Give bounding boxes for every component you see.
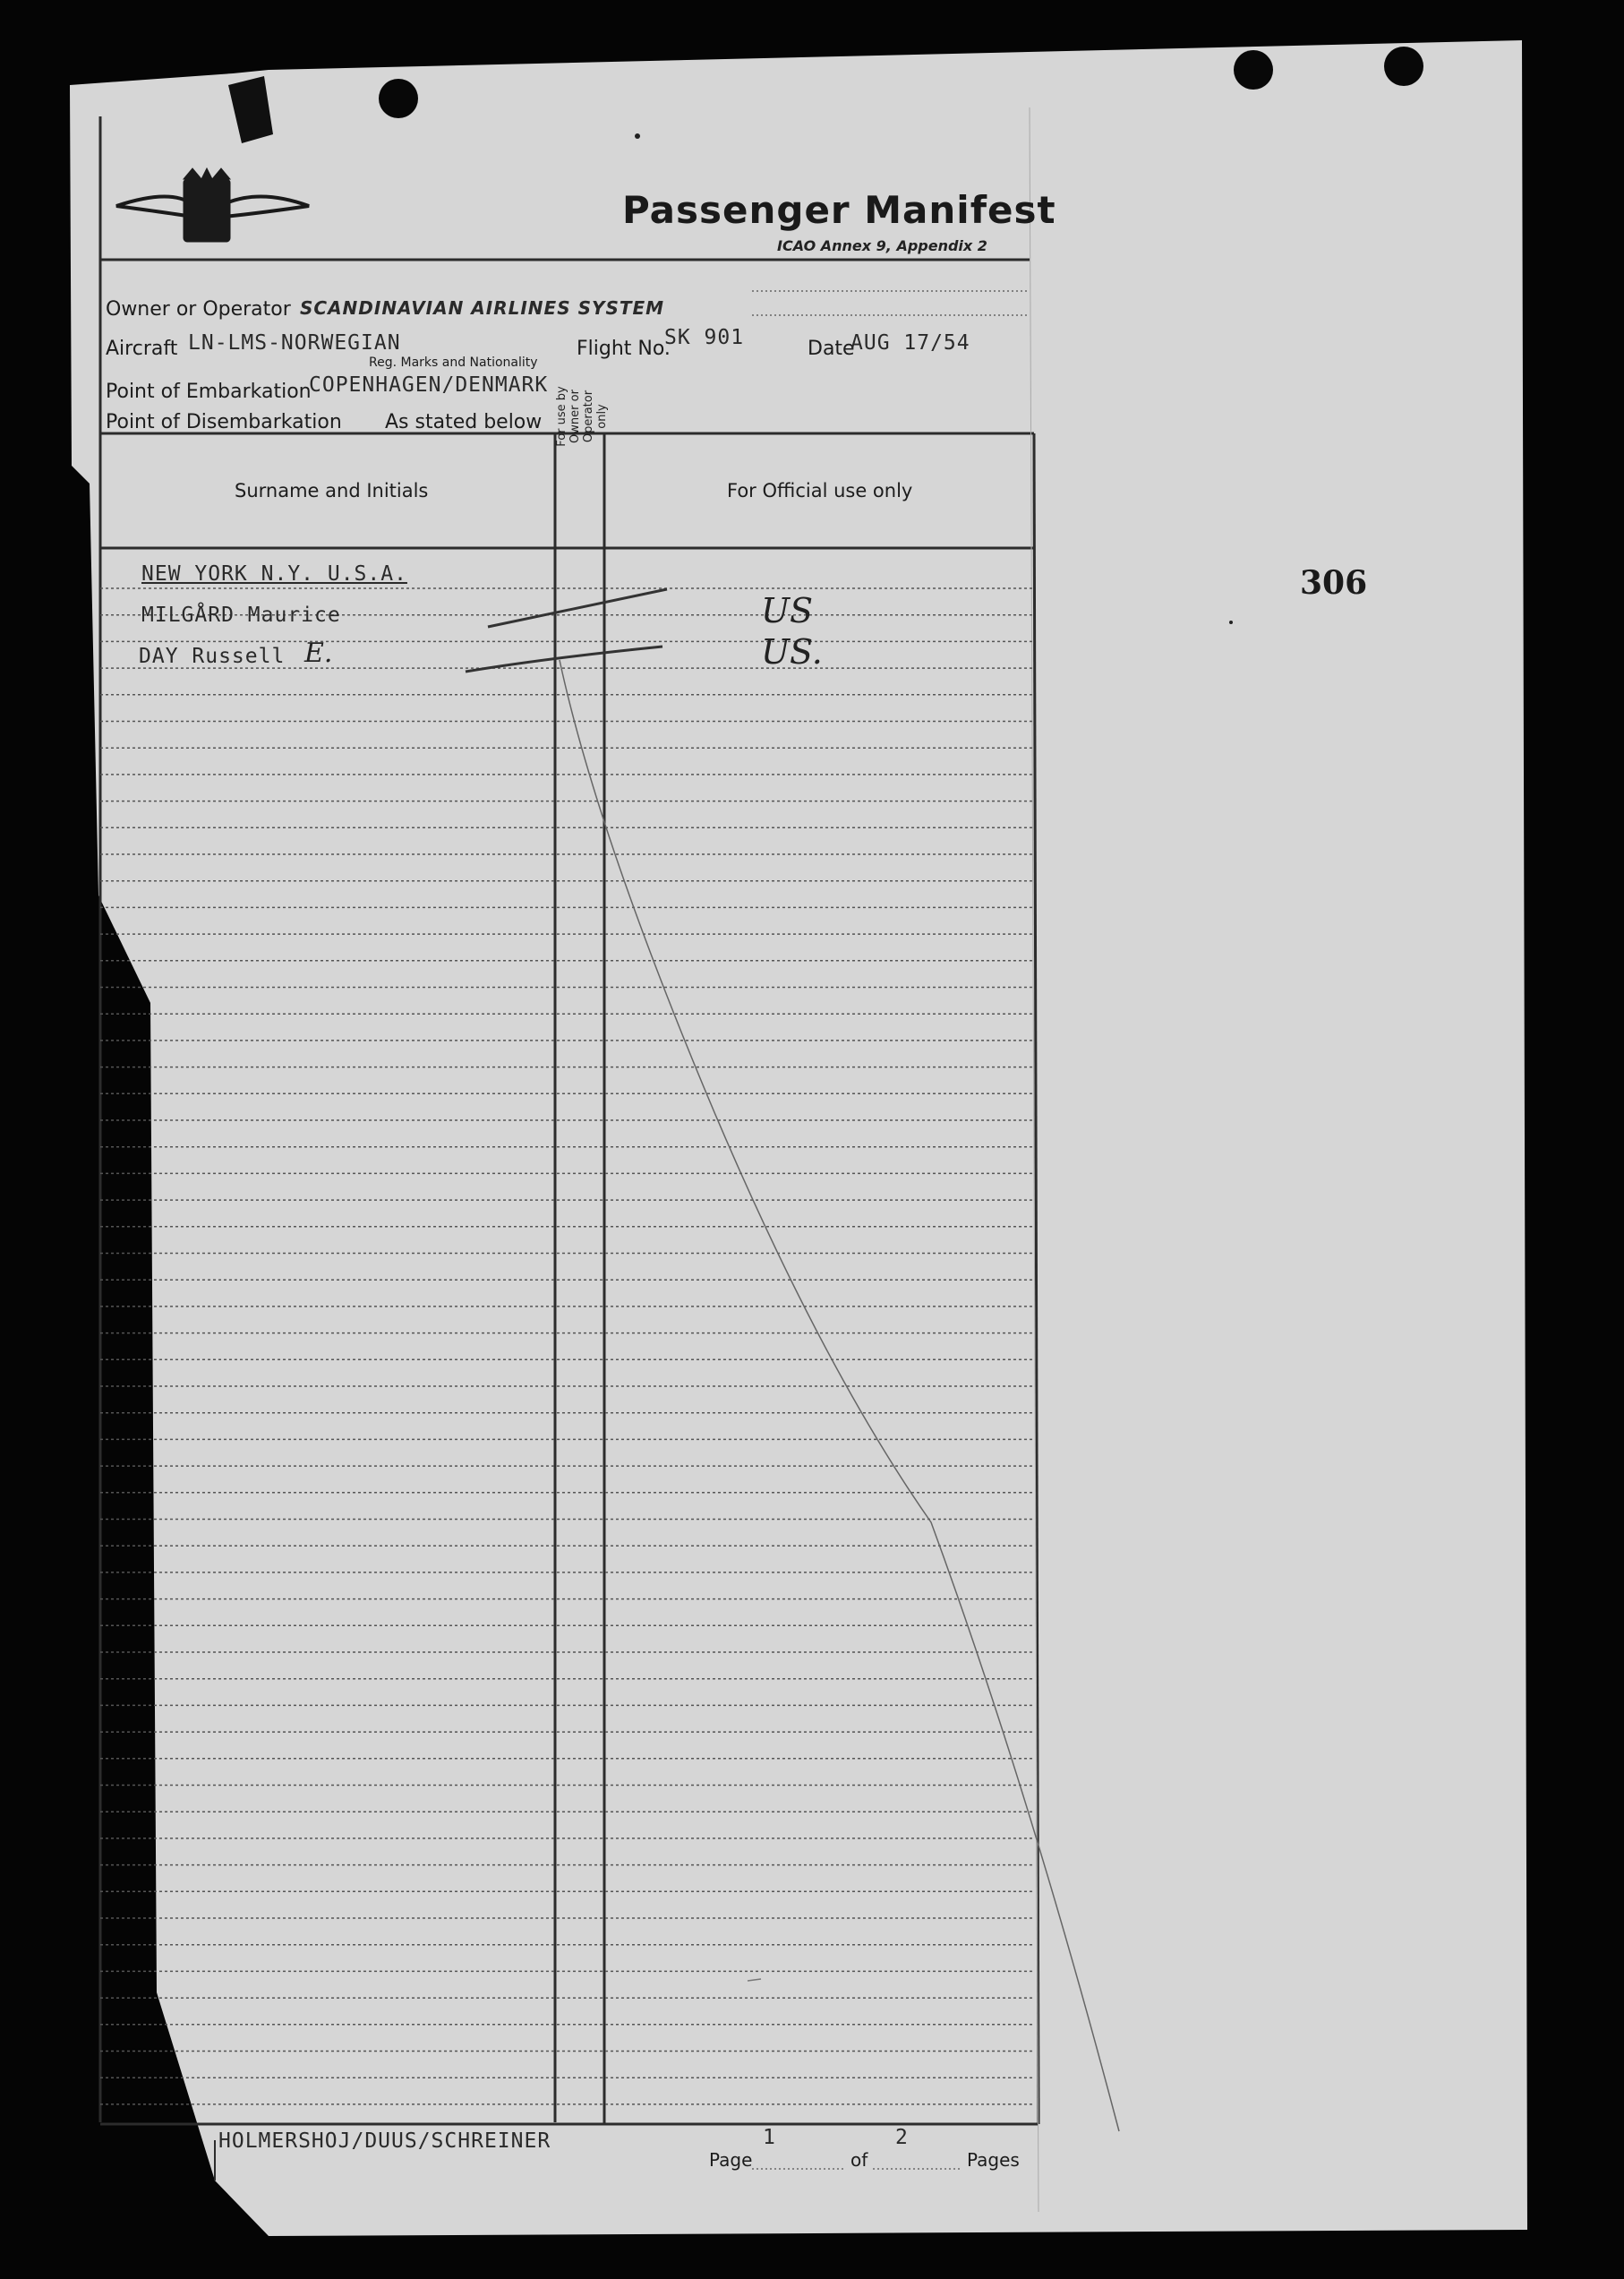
stamp-number: 306: [1300, 564, 1368, 602]
flight-value: SK 901: [664, 326, 745, 349]
row-passenger-official: US: [761, 591, 814, 630]
disembarkation-label: Point of Disembarkation: [106, 411, 342, 433]
aircraft-value: LN-LMS-NORWEGIAN: [188, 331, 401, 355]
of-label: of: [850, 2149, 868, 2171]
page-title: Passenger Manifest: [622, 188, 1056, 232]
aircraft-label: Aircraft: [106, 338, 178, 360]
pages-label: Pages: [967, 2149, 1020, 2171]
row-passenger-name: MILGÅRD Maurice: [141, 604, 341, 627]
embarkation-value: COPENHAGEN/DENMARK: [309, 373, 549, 397]
disembarkation-value: As stated below: [385, 411, 543, 433]
reg-marks-note: Reg. Marks and Nationality: [369, 356, 538, 370]
owner-value: SCANDINAVIAN AIRLINES SYSTEM: [300, 297, 665, 319]
col-surname-header: Surname and Initials: [235, 480, 429, 501]
row-destination: NEW YORK N.Y. U.S.A.: [141, 562, 407, 586]
date-value: AUG 17/54: [850, 331, 970, 355]
page-number: 1: [763, 2126, 776, 2149]
page-total: 2: [895, 2126, 909, 2149]
row-passenger-initial: E.: [304, 638, 333, 669]
page-label: Page: [709, 2149, 753, 2171]
row-passenger-official: US.: [761, 632, 823, 672]
owner-label: Owner or Operator: [106, 298, 291, 321]
page-subtitle: ICAO Annex 9, Appendix 2: [777, 237, 987, 254]
date-label: Date: [808, 338, 855, 360]
col-owner-header: For use by Owner or Operator only: [555, 386, 609, 447]
flight-label: Flight No.: [577, 338, 671, 360]
crew-names: HOLMERSHOJ/DUUS/SCHREINER: [218, 2129, 551, 2153]
col-official-header: For Official use only: [727, 480, 913, 501]
row-passenger-name: DAY Russell: [139, 645, 286, 668]
embarkation-label: Point of Embarkation: [106, 381, 312, 403]
